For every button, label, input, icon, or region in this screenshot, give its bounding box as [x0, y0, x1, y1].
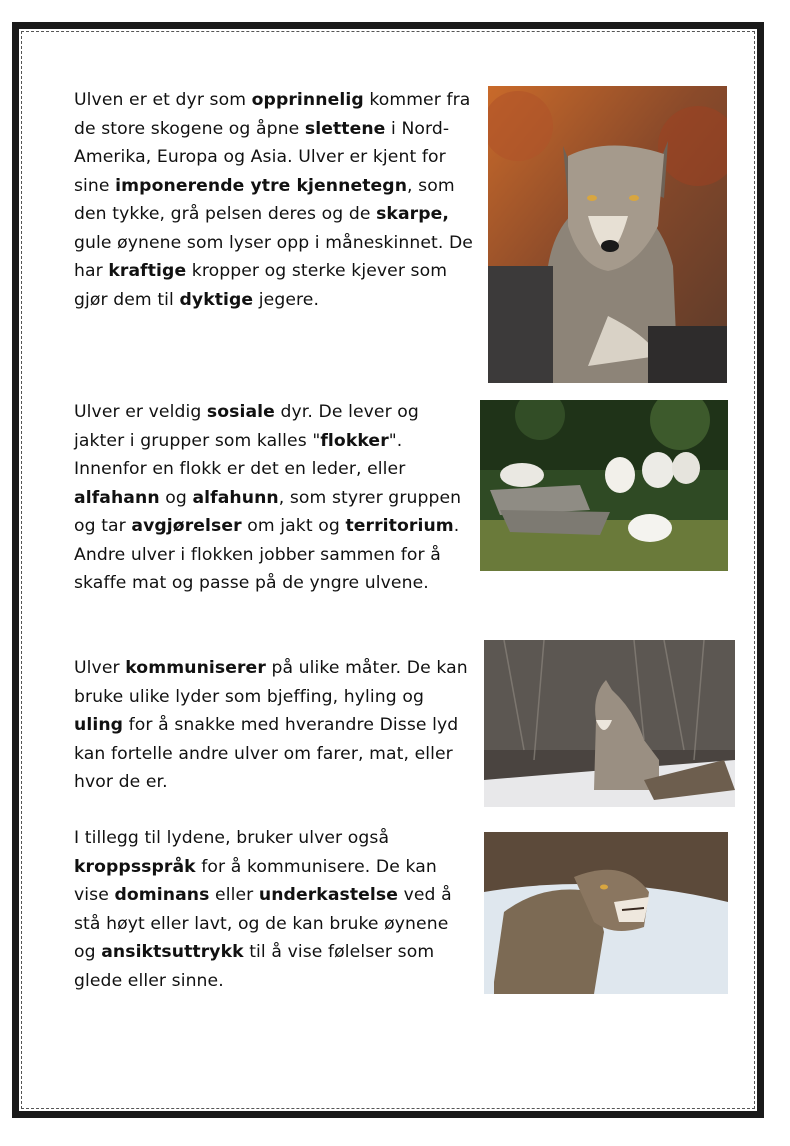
text-run: ". Innenfor en flokk er det en leder, eller	[74, 430, 406, 479]
paragraph-body-language	[74, 824, 474, 995]
wolf-portrait-photo	[488, 86, 727, 383]
text-run: ved å stå høyt eller lavt, og de kan bruke øynene og	[74, 885, 452, 962]
bold-term: territorium	[345, 516, 454, 536]
bold-term: skarpe,	[376, 204, 450, 224]
text-run: dyr. De lever og jakter i grupper som kalles "	[74, 402, 419, 451]
bold-term: kroppsspråk	[74, 856, 196, 877]
bold-term: slettene	[304, 118, 386, 139]
text-run: jegere.	[253, 289, 320, 310]
bold-term: alfahunn	[192, 487, 279, 508]
text-run: kommer fra de store skogene og åpne	[74, 90, 471, 139]
howling-wolf-photo	[484, 640, 735, 807]
bold-term: dyktige	[179, 289, 254, 310]
text-run: I tillegg til lydene, bruker ulver også	[74, 828, 390, 848]
bold-term: imponerende ytre kjennetegn	[115, 175, 408, 196]
text-run: og	[159, 487, 193, 508]
snarling-wolf-photo	[484, 832, 728, 994]
bold-term: alfahann	[74, 487, 160, 508]
paragraph-social	[74, 398, 474, 598]
bold-term: dominans	[114, 885, 210, 905]
text-run: til å vise følelser som glede eller sinne.	[74, 942, 435, 991]
bold-term: uling	[74, 715, 124, 735]
paragraph-communication	[74, 654, 474, 797]
paragraph-appearance	[74, 86, 474, 314]
text-run: Ulver	[74, 658, 126, 678]
text-run: gule øynene som lyser opp i måneskinnet. De har	[74, 232, 473, 281]
bold-term: underkastelse	[258, 885, 398, 905]
text-run: , som den tykke, grå pelsen deres og de	[74, 175, 455, 224]
bold-term: kommuniserer	[125, 658, 266, 678]
text-run: på ulike måter. De kan bruke ulike lyder som bjeffing, hyling og	[74, 658, 468, 707]
text-run: for å snakke med hverandre Disse lyd kan fortelle andre ulver om farer, mat, eller hvor de er.	[74, 715, 459, 792]
bold-term: flokker	[320, 430, 389, 451]
text-run: . Andre ulver i flokken jobber sammen for å skaffe mat og passe på de yngre ulvene.	[74, 516, 460, 593]
bold-term: kraftige	[108, 261, 187, 281]
bold-term: sosiale	[206, 402, 275, 422]
text-run: i Nord-Amerika, Europa og Asia. Ulver er kjent for sine	[74, 118, 450, 196]
bold-term: opprinnelig	[251, 90, 364, 110]
text-run: eller	[209, 885, 259, 905]
text-run: om jakt og	[241, 516, 346, 536]
text-run: for å kommunisere. De kan vise	[74, 856, 437, 905]
text-run: kropper og sterke kjever som gjør dem til	[74, 261, 448, 310]
bold-term: avgjørelser	[131, 516, 242, 536]
text-run: Ulver er veldig	[74, 402, 207, 422]
text-run: Ulven er et dyr som	[74, 90, 252, 110]
wolf-pack-photo	[480, 400, 728, 571]
bold-term: ansiktsuttrykk	[101, 942, 244, 962]
text-run: , som styrer gruppen og tar	[74, 487, 462, 536]
